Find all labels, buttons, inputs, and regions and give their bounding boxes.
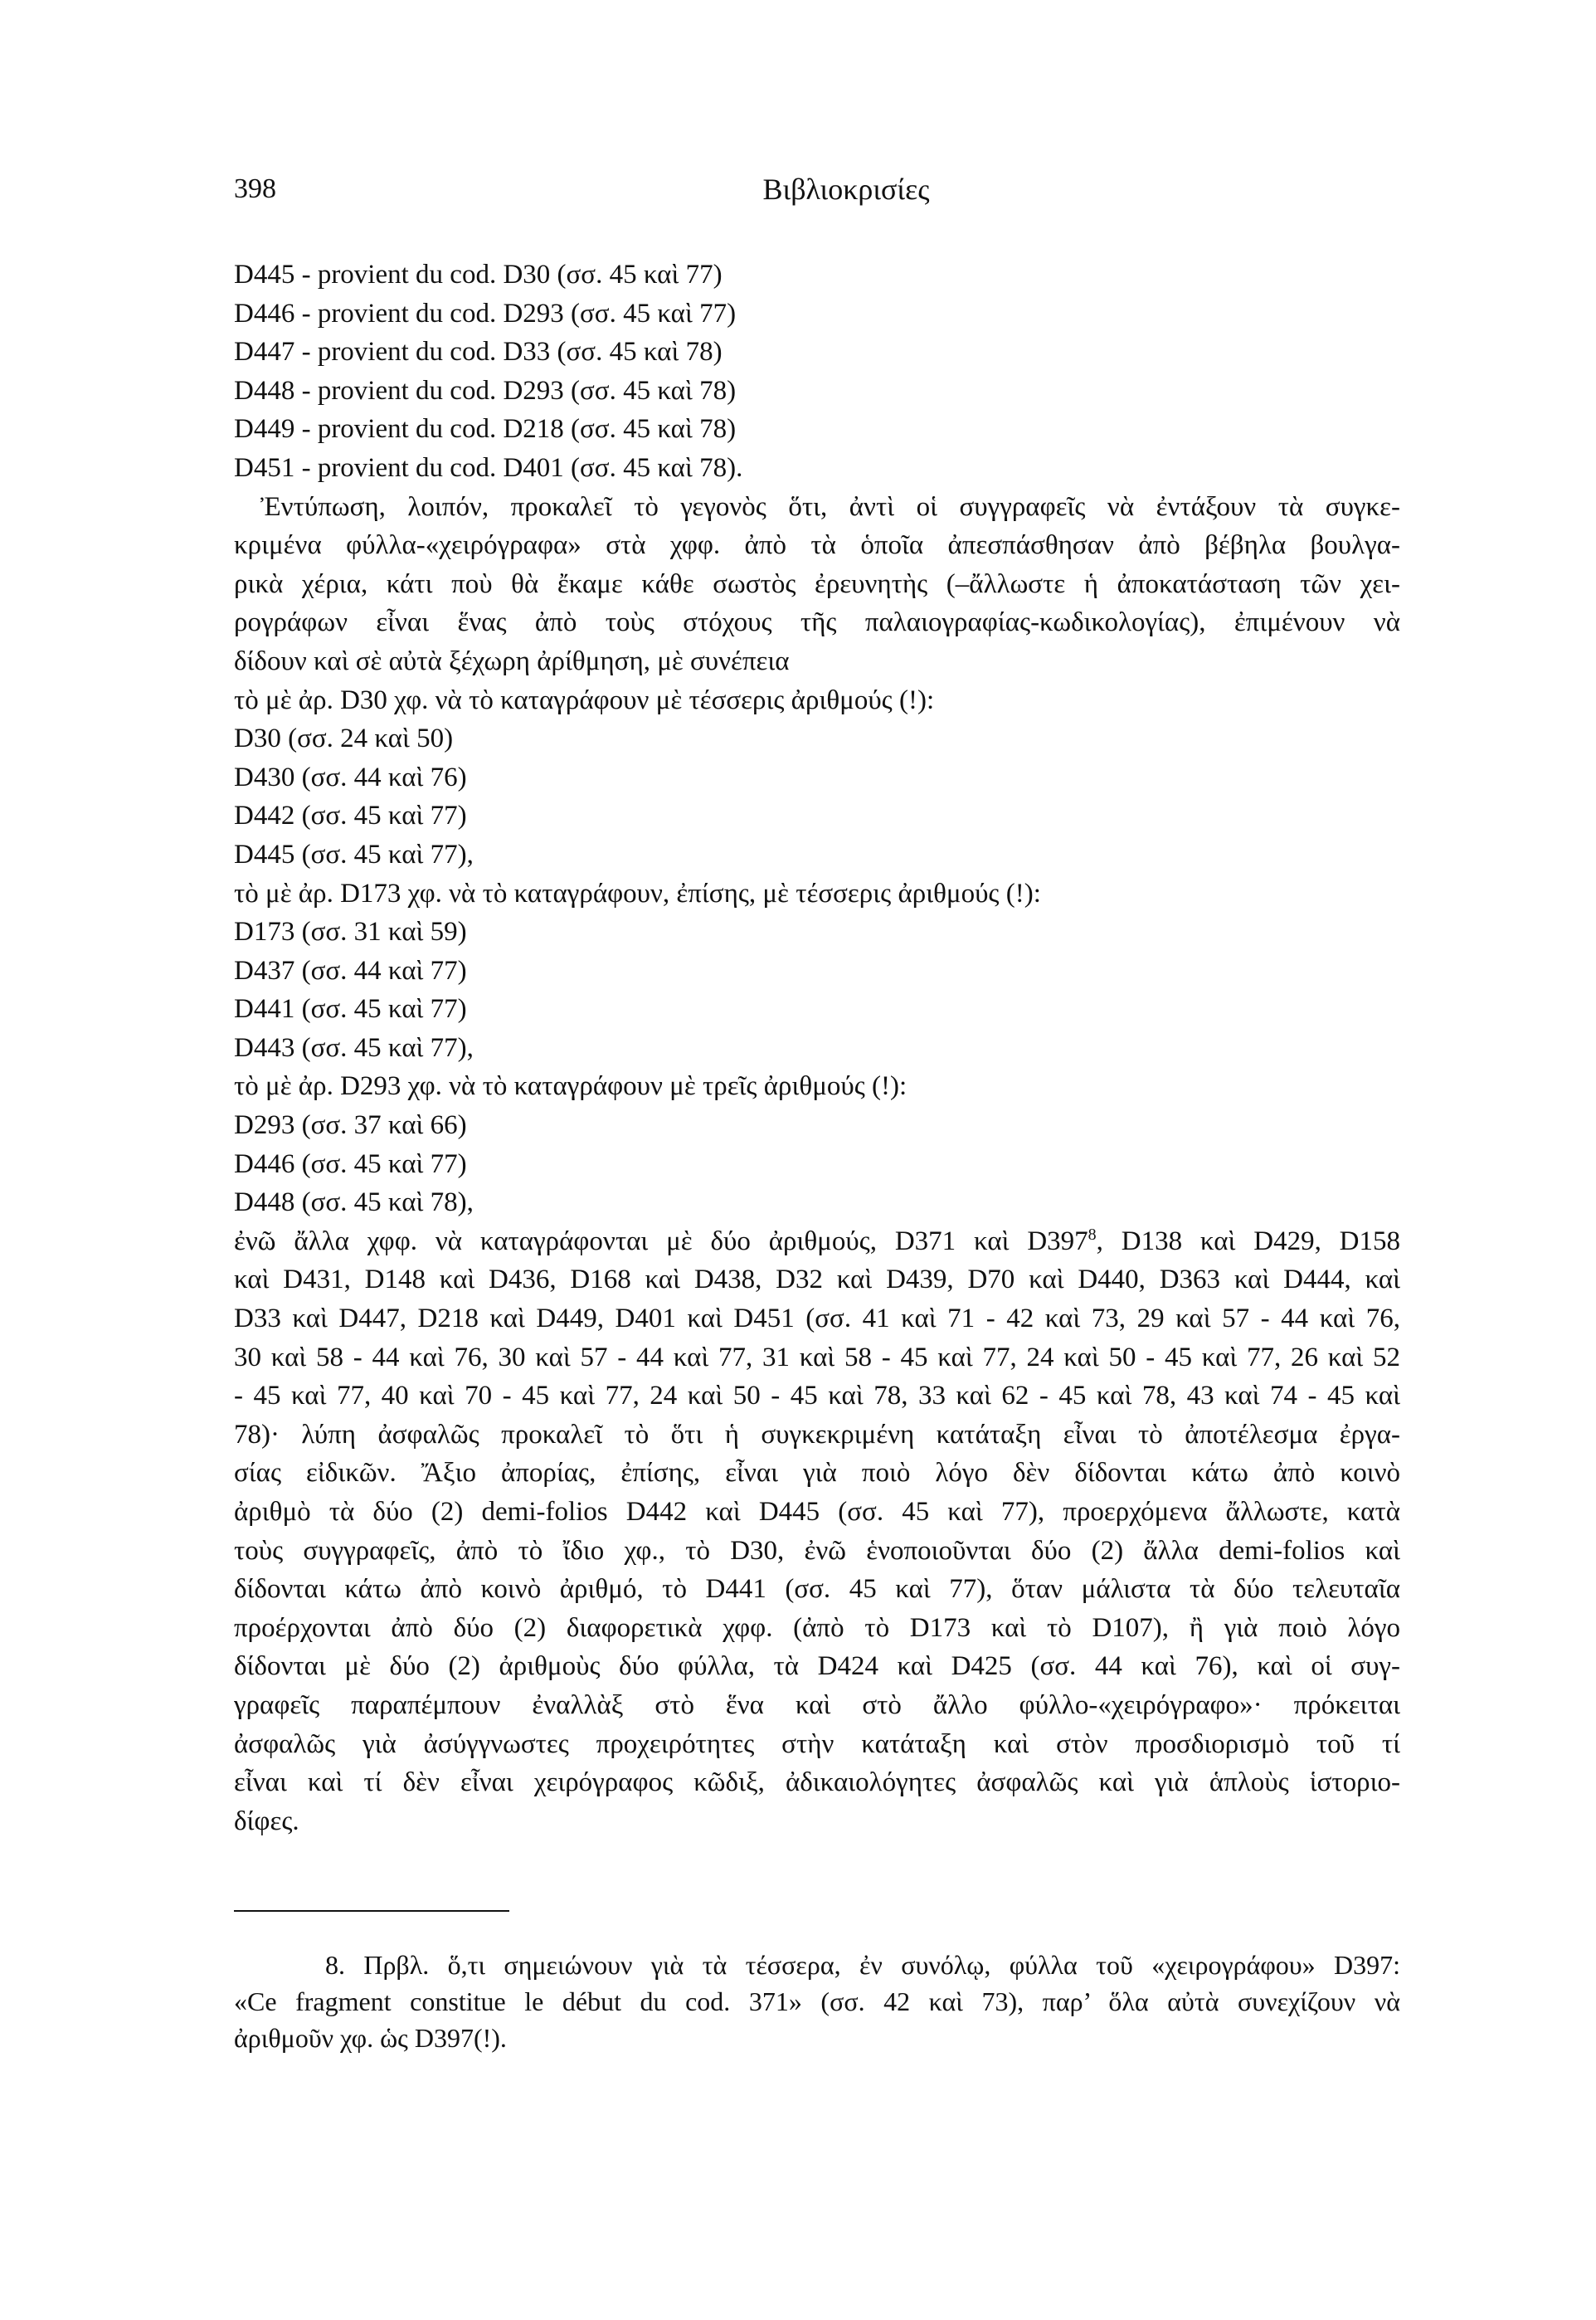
text-line: D173 (σσ. 31 καὶ 59) xyxy=(234,917,467,948)
text-line: D437 (σσ. 44 καὶ 77) xyxy=(234,955,467,986)
text-line: ρογράφων εἶναι ἕνας ἀπὸ τοὺς στόχους τῆς παλαιογραφίας-κωδικολογίας), ἐπιμένουν νὰ xyxy=(234,607,1400,638)
text-line: τὸ μὲ ἀρ. D173 χφ. νὰ τὸ καταγράφουν, ἐπίσης, μὲ τέσσερις ἀριθμούς (!): xyxy=(234,878,1041,909)
text-line: δίφες. xyxy=(234,1806,299,1836)
text-line: D442 (σσ. 45 καὶ 77) xyxy=(234,801,467,831)
text-line: - 45 καὶ 77, 40 καὶ 70 - 45 καὶ 77, 24 καὶ 50 - 45 καὶ 78, 33 καὶ 62 - 45 καὶ 78, 43 καὶ 74 - 45 καὶ xyxy=(234,1381,1400,1411)
text-line: D30 (σσ. 24 καὶ 50) xyxy=(234,724,454,754)
text-line: καὶ D431, D148 καὶ D436, D168 καὶ D438, D32 καὶ D439, D70 καὶ D440, D363 καὶ D444, καὶ xyxy=(234,1265,1400,1295)
footnote-line: «Ce fragment constitue le début du cod. 371» (σσ. 42 καὶ 73), παρ’ ὅλα αὐτὰ συνεχίζουν νὰ xyxy=(234,1986,1400,2016)
text-line xyxy=(234,1222,1400,1261)
footnote-line: 8. Πρβλ. ὅ,τι σημειώνουν γιὰ τὰ τέσσερα, ἐν συνόλῳ, φύλλα τοῦ «χειρογράφου» D397: xyxy=(325,1950,1400,1980)
text-line: D446 (σσ. 45 καὶ 77) xyxy=(234,1148,467,1179)
text-line: D430 (σσ. 44 καὶ 76) xyxy=(234,762,467,792)
text-line: D443 (σσ. 45 καὶ 77), xyxy=(234,1032,474,1063)
page-number: 398 xyxy=(234,173,276,204)
text-line: ρικὰ χέρια, κάτι ποὺ θὰ ἔκαμε κάθε σωστὸς ἐρευνητὴς (–ἄλλωστε ἡ ἀποκατάσταση τῶν χει- xyxy=(234,568,1400,599)
text-line: Ἐντύπωση, λοιπόν, προκαλεῖ τὸ γεγονὸς ὅτι, ἀντὶ οἱ συγγραφεῖς νὰ ἐντάξουν τὰ συγκε- xyxy=(260,491,1400,522)
text-line: γραφεῖς παραπέμπουν ἐναλλὰξ στὸ ἕνα καὶ στὸ ἄλλο φύλλο-«χειρόγραφο»· πρόκειται xyxy=(234,1689,1400,1720)
text-line: D448 (σσ. 45 καὶ 78), xyxy=(234,1187,474,1218)
text-line: D445 - provient du cod. D30 (σσ. 45 καὶ 77) xyxy=(234,260,723,290)
text-line: D451 - provient du cod. D401 (σσ. 45 καὶ 78). xyxy=(234,452,743,483)
text-line: δίδονται κάτω ἀπὸ κοινὸ ἀριθμό, τὸ D441 (σσ. 45 καὶ 77), ὅταν μάλιστα τὰ δύο τελευταῖα xyxy=(234,1574,1400,1605)
text-span: , D138 καὶ D429, D158 xyxy=(1096,1226,1400,1256)
text-line: D293 (σσ. 37 καὶ 66) xyxy=(234,1110,467,1141)
text-line: D449 - provient du cod. D218 (σσ. 45 καὶ 78) xyxy=(234,414,737,445)
text-span: ἐνῶ ἄλλα χφφ. νὰ καταγράφονται μὲ δύο ἀριθμούς, D371 καὶ D397 xyxy=(234,1226,1088,1256)
text-line: τοὺς συγγραφεῖς, ἀπὸ τὸ ἴδιο χφ., τὸ D30, ἐνῶ ἑνοποιοῦνται δύο (2) ἄλλα demi-folios καὶ xyxy=(234,1535,1400,1566)
text-line: D446 - provient du cod. D293 (σσ. 45 καὶ 77) xyxy=(234,298,737,329)
footnote-divider xyxy=(234,1910,509,1912)
text-line: δίδονται μὲ δύο (2) ἀριθμοὺς δύο φύλλα, τὰ D424 καὶ D425 (σσ. 44 καὶ 76), καὶ οἱ συγ- xyxy=(234,1651,1400,1682)
text-line: ἀσφαλῶς γιὰ ἀσύγγνωστες προχειρότητες στὴν κατάταξη καὶ στὸν προσδιορισμὸ τοῦ τί xyxy=(234,1728,1400,1759)
text-line: 30 καὶ 58 - 44 καὶ 76, 30 καὶ 57 - 44 καὶ 77, 31 καὶ 58 - 45 καὶ 77, 24 καὶ 50 - 45 καὶ 77, 26 καὶ 52 xyxy=(234,1342,1400,1372)
text-line: D448 - provient du cod. D293 (σσ. 45 καὶ 78) xyxy=(234,375,737,406)
text-line: D441 (σσ. 45 καὶ 77) xyxy=(234,994,467,1025)
text-line: D33 καὶ D447, D218 καὶ D449, D401 καὶ D451 (σσ. 41 καὶ 71 - 42 καὶ 73, 29 καὶ 57 - 44 καὶ 76, xyxy=(234,1304,1400,1334)
body-text xyxy=(234,256,1400,1840)
text-line: δίδουν καὶ σὲ αὐτὰ ξέχωρη ἀρίθμηση, μὲ συνέπεια xyxy=(234,646,790,676)
footnote-line: ἀριθμοῦν χφ. ὡς D397(!). xyxy=(234,2023,507,2053)
text-line: εἶναι καὶ τί δὲν εἶναι χειρόγραφος κῶδιξ, ἀδικαιολόγητες ἀσφαλῶς καὶ γιὰ ἁπλοὺς ἱστοριο- xyxy=(234,1767,1400,1798)
text-line: κριμένα φύλλα-«χειρόγραφα» στὰ χφφ. ἀπὸ τὰ ὁποῖα ἀπεσπάσθησαν ἀπὸ βέβηλα βουλγα- xyxy=(234,530,1400,561)
text-line: τὸ μὲ ἀρ. D30 χφ. νὰ τὸ καταγράφουν μὲ τέσσερις ἀριθμούς (!): xyxy=(234,685,935,715)
text-line: ἀριθμὸ τὰ δύο (2) demi-folios D442 καὶ D445 (σσ. 45 καὶ 77), προερχόμενα ἄλλωστε, κατὰ xyxy=(234,1497,1400,1527)
text-line: 78)· λύπη ἀσφαλῶς προκαλεῖ τὸ ὅτι ἡ συγκεκριμένη κατάταξη εἶναι τὸ ἀποτέλεσμα ἐργα- xyxy=(234,1419,1400,1450)
running-header: Βιβλιοκρισίες xyxy=(762,173,930,206)
text-line: προέρχονται ἀπὸ δύο (2) διαφορετικὰ χφφ. (ἀπὸ τὸ D173 καὶ τὸ D107), ἢ γιὰ ποιὸ λόγο xyxy=(234,1612,1400,1643)
footnote xyxy=(234,1947,1400,2056)
text-line: D447 - provient du cod. D33 (σσ. 45 καὶ 78) xyxy=(234,337,723,368)
text-line: D445 (σσ. 45 καὶ 77), xyxy=(234,839,474,870)
text-line: τὸ μὲ ἀρ. D293 χφ. νὰ τὸ καταγράφουν μὲ τρεῖς ἀριθμούς (!): xyxy=(234,1071,907,1102)
text-line: σίας εἰδικῶν. Ἄξιο ἀπορίας, ἐπίσης, εἶναι γιὰ ποιὸ λόγο δὲν δίδονται κάτω ἀπὸ κοινὸ xyxy=(234,1458,1400,1489)
footnote-ref[interactable]: 8 xyxy=(1088,1225,1097,1244)
